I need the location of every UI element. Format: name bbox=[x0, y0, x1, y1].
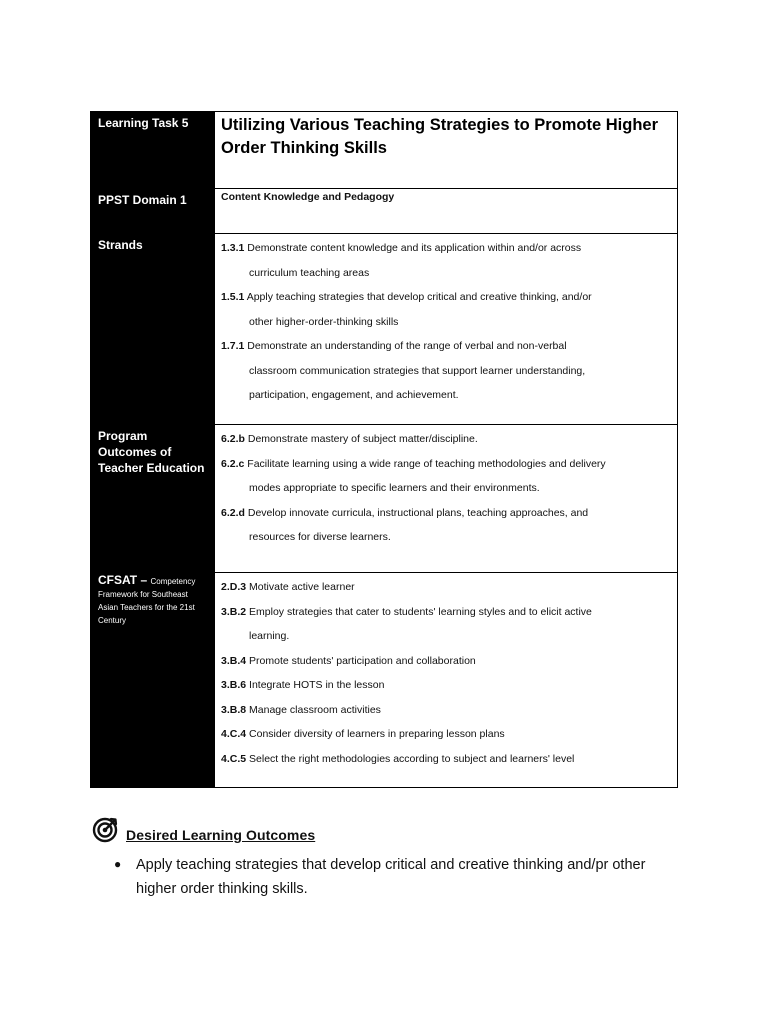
list-item bbox=[221, 575, 671, 600]
item-code: 6.2.d bbox=[221, 506, 245, 519]
cfsat-description: Competency Framework for Southeast Asian Teachers for the 21st Century bbox=[98, 577, 196, 625]
item-code: 1.3.1 bbox=[221, 242, 245, 254]
item-text: Integrate HOTS in the lesson bbox=[249, 679, 385, 691]
item-code: 1.5.1 bbox=[221, 291, 245, 303]
item-text: Demonstrate content knowledge and its application within and/or across bbox=[247, 242, 582, 254]
item-continuation: learning. bbox=[249, 630, 290, 642]
list-item-first-line bbox=[221, 427, 671, 452]
item-code: 1.7.1 bbox=[221, 340, 245, 352]
item-continuation: curriculum teaching areas bbox=[249, 266, 370, 279]
list-item bbox=[221, 334, 671, 408]
list-item-first-line bbox=[221, 236, 671, 261]
learning-task-title: Utilizing Various Teaching Strategies to Promote Higher Order Thinking Skills bbox=[221, 116, 659, 157]
target-icon bbox=[92, 815, 120, 843]
row-strands bbox=[91, 233, 677, 424]
item-code: 3.B.4 bbox=[221, 654, 247, 667]
item-text: Apply teaching strategies that develop critical and creative thinking, and/or bbox=[246, 291, 592, 303]
row-program-outcomes bbox=[91, 424, 677, 572]
list-item bbox=[221, 236, 671, 285]
item-text: Facilitate learning using a wide range of teaching methodologies and delivery bbox=[247, 457, 606, 470]
item-text: Motivate active learner bbox=[249, 581, 355, 593]
program-outcomes-label: Program Outcomes of Teacher Education bbox=[91, 425, 215, 572]
cfsat-list bbox=[215, 573, 677, 787]
list-item bbox=[221, 427, 671, 452]
list-item-first-line bbox=[221, 747, 671, 772]
item-continuation: participation, engagement, and achievement. bbox=[249, 389, 459, 401]
item-code: 6.2.c bbox=[221, 457, 245, 470]
item-text: Consider diversity of learners in preparing lesson plans bbox=[249, 728, 505, 740]
item-code: 3.B.8 bbox=[221, 703, 247, 716]
list-item-first-line bbox=[221, 501, 671, 526]
ppst-domain-cell bbox=[215, 189, 677, 233]
item-code: 6.2.b bbox=[221, 433, 245, 445]
item-code: 4.C.5 bbox=[221, 752, 247, 765]
list-item-first-line bbox=[221, 575, 671, 600]
list-item-first-line bbox=[221, 600, 671, 625]
learning-task-title-cell bbox=[215, 112, 677, 188]
item-text: Select the right methodologies according to subject and learners' level bbox=[249, 752, 575, 765]
desired-learning-outcomes-section bbox=[92, 814, 692, 901]
item-text: Employ strategies that cater to students' learning styles and to elicit active bbox=[249, 605, 592, 618]
item-code: 4.C.4 bbox=[221, 728, 247, 740]
list-item bbox=[221, 673, 671, 698]
list-item-first-line bbox=[221, 698, 671, 723]
item-text: Manage classroom activities bbox=[249, 703, 381, 716]
item-continuation: resources for diverse learners. bbox=[249, 531, 391, 543]
learning-task-table bbox=[90, 111, 678, 788]
list-item bbox=[221, 501, 671, 550]
item-continuation: modes appropriate to specific learners and their environments. bbox=[249, 482, 540, 494]
row-learning-task bbox=[91, 112, 677, 188]
list-item bbox=[221, 722, 671, 747]
cfsat-label bbox=[91, 573, 215, 787]
list-item-first-line bbox=[221, 649, 671, 674]
list-item-first-line bbox=[221, 334, 671, 359]
cfsat-acronym: CFSAT bbox=[98, 573, 138, 587]
outcome-item bbox=[114, 853, 692, 901]
item-continuation: other higher-order-thinking skills bbox=[249, 315, 399, 328]
list-item bbox=[221, 649, 671, 674]
outcomes-title: Desired Learning Outcomes bbox=[126, 827, 316, 843]
learning-task-label: Learning Task 5 bbox=[91, 112, 215, 188]
list-item bbox=[221, 747, 671, 772]
row-ppst-domain bbox=[91, 188, 677, 233]
list-item bbox=[221, 285, 671, 334]
strands-list bbox=[215, 234, 677, 424]
list-item-first-line bbox=[221, 722, 671, 747]
list-item bbox=[221, 600, 671, 649]
ppst-domain-value: Content Knowledge and Pedagogy bbox=[221, 191, 395, 203]
bullet-icon: ● bbox=[114, 857, 122, 871]
outcomes-header bbox=[92, 814, 692, 844]
cfsat-dash: – bbox=[140, 573, 148, 587]
outcome-text: Apply teaching strategies that develop critical and creative thinking and/pr other higher order thinking skills. bbox=[136, 857, 646, 897]
list-item bbox=[221, 698, 671, 723]
list-item-first-line bbox=[221, 673, 671, 698]
row-cfsat bbox=[91, 572, 677, 787]
item-code: 3.B.2 bbox=[221, 605, 247, 618]
program-outcomes-list bbox=[215, 425, 677, 572]
item-text: Promote students' participation and collaboration bbox=[249, 654, 476, 667]
strands-label: Strands bbox=[91, 234, 215, 424]
list-item-first-line bbox=[221, 452, 671, 477]
list-item bbox=[221, 452, 671, 501]
item-text: Demonstrate an understanding of the range of verbal and non-verbal bbox=[247, 340, 567, 352]
item-code: 3.B.6 bbox=[221, 679, 247, 691]
item-code: 2.D.3 bbox=[221, 581, 247, 593]
item-text: Develop innovate curricula, instructional plans, teaching approaches, and bbox=[247, 506, 589, 519]
item-continuation: classroom communication strategies that support learner understanding, bbox=[249, 364, 586, 377]
item-text: Demonstrate mastery of subject matter/discipline. bbox=[247, 433, 478, 445]
ppst-domain-label: PPST Domain 1 bbox=[91, 189, 215, 233]
list-item-first-line bbox=[221, 285, 671, 310]
